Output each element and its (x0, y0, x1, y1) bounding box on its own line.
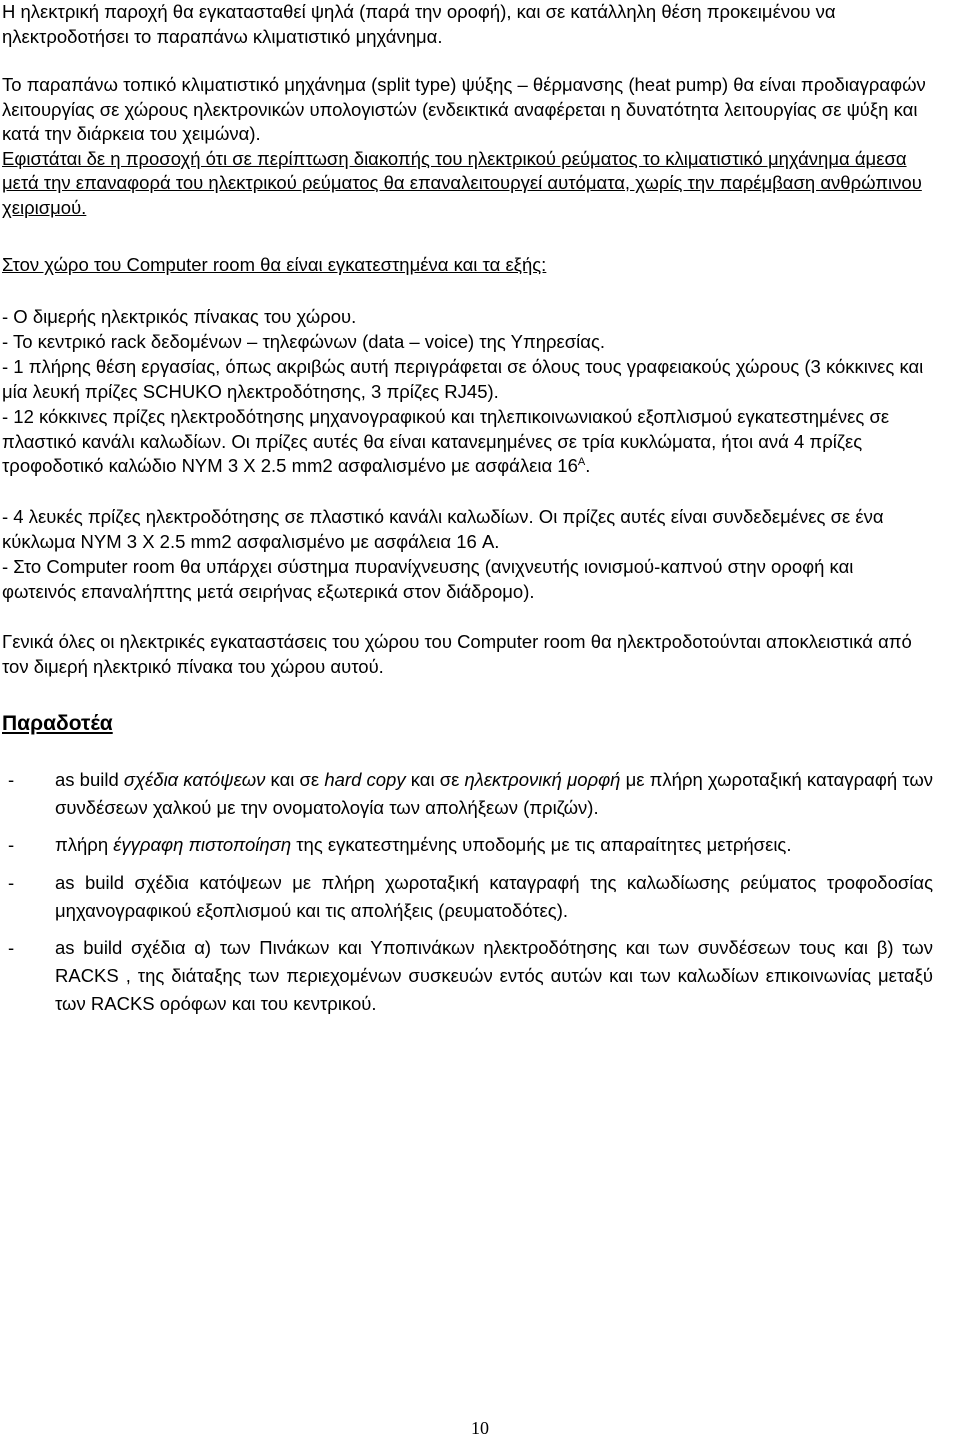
computer-room-item-3: - 1 πλήρης θέση εργασίας, όπως ακριβώς αυτή περιγράφεται σε όλους τους γραφειακούς χώρους (3 κόκκινες και μία λευκή πρίζες SCHUKO ηλεκτροδότησης, 3 πρίζες RJ45). (2, 356, 924, 402)
general-paragraph: Γενικά όλες οι ηλεκτρικές εγκαταστάσεις του χώρου του Computer room θα ηλεκτροδοτούνται αποκλειστικά από τον διμερή ηλεκτρικό πίνακα του χώρου αυτού. (2, 631, 912, 677)
d1-b: σχέδια κατόψεων (123, 769, 266, 790)
d2-c: της εγκατεστημένης υποδομής με τις απαραίτητες μετρήσεις. (291, 834, 792, 855)
item-4-period: . (585, 455, 591, 476)
intro-text: Η ηλεκτρική παροχή θα εγκατασταθεί ψηλά (παρά την οροφή), και σε κατάλληλη θέση προκειμένου να ηλεκτροδοτήσει το παραπάνω κλιματιστικό μηχάνημα. (2, 1, 836, 47)
computer-room-item-6: - Στο Computer room θα υπάρχει σύστημα πυρανίχνευσης (ανιχνευτής ιονισμού-καπνού στην οροφή και φωτεινός επαναλήπτης μετά σειρήνας εξωτερικά στον διάδρομο). (2, 556, 854, 602)
d2-b: έγγραφη πιστοποίηση (113, 834, 292, 855)
deliverable-3-text: as build σχέδια κατόψεων με πλήρη χωροταξική καταγραφή της καλωδίωσης ρεύματος τροφοδοσίας μηχανογραφικού εξοπλισμού και τις απολήξεις (ρευματοδότες). (55, 872, 933, 921)
computer-room-item-4-text: - 12 κόκκινες πρίζες ηλεκτροδότησης μηχανογραφικού και τηλεπικοινωνιακού εξοπλισμού εγκατεστημένες σε πλαστικό κανάλι καλωδίων. Οι πρίζες αυτές θα είναι κατανεμημένες σε τρία κυκλώματα, ήτοι ανά 4 πρίζες τροφοδοτικό καλώδιο NYM 3 X 2.5 mm2 ασφαλισμένο με ασφάλεια 16 (2, 406, 890, 476)
bullet-dash: - (8, 937, 15, 958)
deliverable-4-text: as build σχέδια α) των Πινάκων και Υποπινάκων ηλεκτροδότησης και των συνδέσεων τους και β) των RACKS , της διάταξης των περιεχομένων συσκευών εντός αυτών και των καλωδίων επικοινωνίας μεταξύ των RACKS ορόφων και του κεντρικού. (55, 937, 933, 1014)
ampere-superscript: A (577, 455, 586, 468)
d1-d: hard copy (324, 769, 406, 790)
deliverable-1-text (55, 766, 933, 822)
deliverable-3 (0, 869, 935, 925)
ac-paragraph (2, 73, 932, 220)
d1-g: με πλήρη χωροταξική καταγραφή των συνδέσεων χαλκού με την ονοματολογία των απολήξεων (πριζών). (55, 769, 934, 818)
deliverable-2-text (55, 831, 933, 859)
ac-paragraph-part1: Το παραπάνω τοπικό κλιματιστικό μηχάνημα (split type) ψύξης – θέρμανσης (heat pump) θα είναι προδιαγραφών λειτουργίας σε χώρους ηλεκτρονικών υπολογιστών (ενδεικτικά αναφέρεται η δυνατότητα λειτουργίας σε ψύξη και κατά την διάρκεια του χειμώνα). (2, 74, 926, 144)
page-number: 10 (471, 1418, 489, 1438)
d1-f: ηλεκτρονική μορφή (464, 769, 621, 790)
d2-a: πλήρη (55, 834, 114, 855)
d1-a: as build (55, 769, 124, 790)
computer-room-title: Στον χώρο του Computer room θα είναι εγκατεστημένα και τα εξής: (2, 254, 547, 275)
computer-room-item-4 (2, 405, 932, 479)
deliverable-1 (0, 766, 935, 822)
bullet-dash: - (8, 872, 15, 893)
bullet-dash: - (8, 834, 15, 855)
bullet-dash: - (8, 769, 15, 790)
computer-room-item-2: - Το κεντρικό rack δεδομένων – τηλεφώνων (data – voice) της Υπηρεσίας. (2, 331, 606, 352)
d1-e: και σε (405, 769, 465, 790)
d1-c: και σε (265, 769, 325, 790)
deliverable-4 (0, 934, 935, 1018)
computer-room-item-1: - Ο διμερής ηλεκτρικός πίνακας του χώρου. (2, 306, 357, 327)
ac-paragraph-part2-underlined: Εφιστάται δε η προσοχή ότι σε περίπτωση διακοπής του ηλεκτρικού ρεύματος το κλιματιστικό μηχάνημα άμεσα μετά την επαναφορά του ηλεκτρικού ρεύματος θα επαναλειτουργεί αυτόματα, χωρίς την παρέμβαση ανθρώπινου χειρισμού. (2, 147, 922, 218)
deliverable-2 (0, 831, 935, 859)
computer-room-item-5: - 4 λευκές πρίζες ηλεκτροδότησης σε πλαστικό κανάλι καλωδίων. Οι πρίζες αυτές είναι συνδεδεμένες σε ένα κύκλωμα NYM 3 X 2.5 mm2 ασφαλισμένο με ασφάλεια 16 A. (2, 506, 884, 552)
deliverables-heading: Παραδοτέα (2, 712, 113, 735)
intro-paragraph (2, 0, 932, 49)
